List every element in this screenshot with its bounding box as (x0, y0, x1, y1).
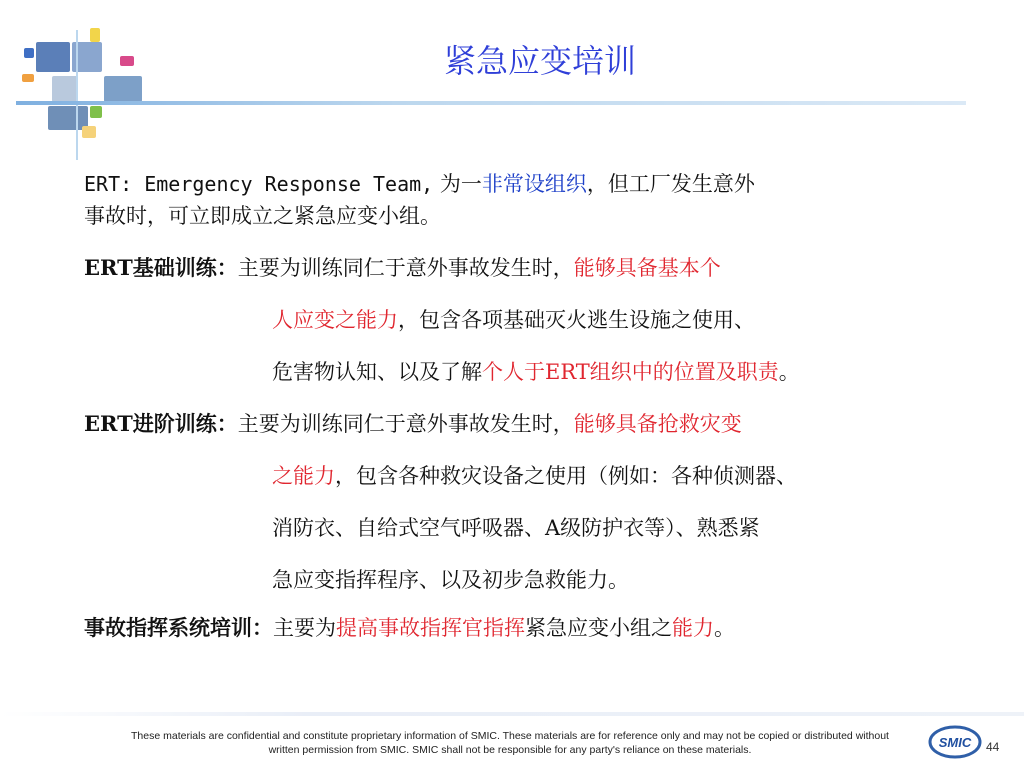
basic-training-text-2: ，包含各项基础灭火逃生设施之使用、 (398, 308, 755, 332)
basic-training-text-3: 危害物认知、以及了解 (272, 360, 482, 384)
basic-training-text-1: 主要为训练同仁于意外事故发生时， (237, 256, 574, 280)
basic-training-label: ERT基础训练： (84, 255, 238, 280)
basic-training-end: 。 (778, 360, 800, 384)
command-training-highlight-2: 能力 (672, 616, 714, 640)
advanced-training-line-2 (272, 460, 797, 492)
command-training-highlight-1: 提高事故指挥官指挥 (336, 616, 525, 640)
confidentiality-notice (70, 729, 950, 757)
ert-definition-line-1 (84, 168, 755, 200)
pink-square (120, 56, 134, 66)
confidentiality-line-1: These materials are confidential and constitute proprietary information of SMIC. These materials are for reference only and may not be copied or distributed without (131, 730, 889, 742)
header-vertical-rule (76, 30, 78, 160)
collage-photo-4 (104, 76, 142, 102)
yellow-square (90, 28, 100, 42)
ert-term: ERT: Emergency Response Team, (84, 172, 434, 196)
ert-definition-line-2: 事故时，可立即成立之紧急应变小组。 (84, 204, 441, 228)
header-horizontal-rule (16, 101, 966, 105)
blue-square (24, 48, 34, 58)
basic-training-line-2 (272, 304, 755, 336)
smic-logo (928, 722, 982, 762)
ert-def-post: ，但工厂发生意外 (586, 172, 755, 196)
ert-def-pre: 为一 (433, 172, 482, 196)
advanced-training-highlight-1: 能够具备抢救灾变 (573, 412, 742, 436)
light-yellow-square (82, 126, 96, 138)
advanced-training-label: ERT进阶训练： (84, 411, 238, 436)
page-number: 44 (986, 740, 1000, 754)
advanced-training-text-1: 主要为训练同仁于意外事故发生时， (237, 412, 574, 436)
green-square (90, 106, 102, 118)
basic-training-line-1 (84, 252, 721, 284)
confidentiality-line-2: written permission from SMIC. SMIC shall not be responsible for any party's reliance on these materials. (268, 744, 752, 756)
advanced-training-highlight-2: 之能力 (272, 464, 335, 488)
basic-training-line-3 (272, 356, 800, 388)
advanced-training-line-4: 急应变指挥程序、以及初步急救能力。 (272, 568, 629, 592)
basic-training-highlight-1: 能够具备基本个 (573, 256, 721, 280)
command-training-label: 事故指挥系统培训： (84, 615, 273, 640)
orange-square (22, 74, 34, 82)
command-training-mid: 紧急应变小组之 (525, 616, 672, 640)
smic-logo-text: SMIC (938, 735, 972, 750)
footer-rule (0, 712, 1024, 716)
command-training-pre: 主要为 (273, 616, 336, 640)
command-training-end: 。 (714, 616, 735, 640)
advanced-training-text-2: ，包含各种救灾设备之使用（例如：各种侦测器、 (335, 464, 797, 488)
collage-photo-3 (52, 76, 78, 102)
basic-training-highlight-3: 个人于ERT组织中的位置及职责 (482, 360, 779, 384)
advanced-training-line-3: 消防衣、自给式空气呼吸器、A级防护衣等）、熟悉紧 (272, 516, 760, 540)
ert-def-highlight: 非常设组织 (481, 172, 587, 196)
command-training-line (84, 612, 735, 644)
basic-training-highlight-2: 人应变之能力 (272, 308, 398, 332)
advanced-training-line-1 (84, 408, 742, 440)
collage-photo-1 (36, 42, 70, 72)
slide-title: 紧急应变培训 (443, 42, 636, 80)
header-photo-collage (18, 18, 148, 158)
